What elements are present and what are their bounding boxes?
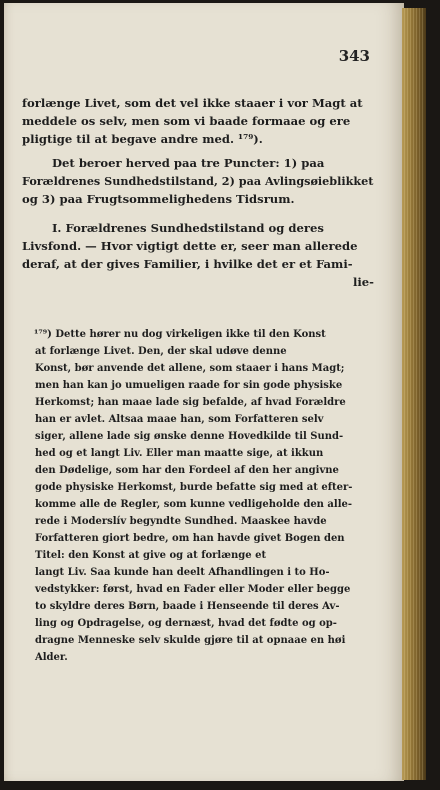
footnote-line: to skyldre deres Børn, baade i Henseende til deres Av- <box>35 601 340 612</box>
section-heading-line: I. Forældrenes Sundhedstilstand og deres <box>52 221 324 235</box>
footnote-line: rede i Moderslív begyndte Sundhed. Maaskee havde <box>35 516 327 527</box>
footnote-line: ¹⁷⁹) Dette hører nu dog virkeligen ikke til den Konst <box>34 329 326 340</box>
text-line: deraf, at der gives Familier, i hvilke det er et Fami- <box>22 257 353 271</box>
footnote-line: vedstykker: først, hvad en Fader eller Moder eller begge <box>35 584 351 595</box>
footnote-line: hed og et langt Liv. Eller man maatte sige, at ikkun <box>35 448 324 459</box>
text-line: Livsfond. — Hvor vigtigt dette er, seer man allerede <box>22 239 358 253</box>
text-line: meddele os selv, men som vi baade formaae og ere <box>22 114 351 128</box>
footnote-line: han er avlet. Altsaa maae han, som Forfatteren selv <box>35 414 324 425</box>
footnote-line: gode physiske Herkomst, burde befatte sig med at efter- <box>35 482 353 493</box>
footnote-line: den Dødelige, som har den Fordeel af den her angivne <box>35 465 339 476</box>
footnote-line: at forlænge Livet. Den, der skal udøve denne <box>35 346 287 357</box>
footnote-line: ling og Opdragelse, og dernæst, hvad det fødte og op- <box>35 618 337 629</box>
footnote-line: komme alle de Regler, som kunne vedligeholde den alle- <box>35 499 353 510</box>
text-line: Det beroer herved paa tre Puncter: 1) paa <box>52 156 325 170</box>
footnote-line: Konst, bør anvende det allene, som staaer i hans Magt; <box>35 363 345 374</box>
text-line: pligtige til at begave andre med. ¹⁷⁹). <box>22 132 263 146</box>
text-line: forlænge Livet, som det vel ikke staaer i vor Magt at <box>22 96 363 110</box>
footnote-line: Alder. <box>35 652 68 663</box>
footnote-line: Forfatteren giort bedre, om han havde givet Bogen den <box>35 533 345 544</box>
footnote-line: dragne Menneske selv skulde gjøre til at opnaae en høi <box>35 635 346 646</box>
text-line: Forældrenes Sundhedstilstand, 2) paa Avlingsøieblikket <box>22 174 374 188</box>
footnote-line: langt Liv. Saa kunde han deelt Afhandlingen i to Ho- <box>35 567 330 578</box>
footnote-line: Herkomst; han maae lade sig befalde, af hvad Forældre <box>35 397 346 408</box>
catchword: lie- <box>353 275 374 289</box>
footnote-line: men han kan jo umueligen raade for sin gode physiske <box>35 380 343 391</box>
page-edge-texture <box>404 8 424 780</box>
page-number: 343 <box>338 47 370 65</box>
footnote-line: siger, allene lade sig ønske denne Hovedkilde til Sund- <box>35 431 344 442</box>
footnote-line: Titel: den Konst at give og at forlænge et <box>35 550 267 561</box>
book-page <box>4 3 404 781</box>
text-line: og 3) paa Frugtsommelighedens Tidsrum. <box>22 192 295 206</box>
